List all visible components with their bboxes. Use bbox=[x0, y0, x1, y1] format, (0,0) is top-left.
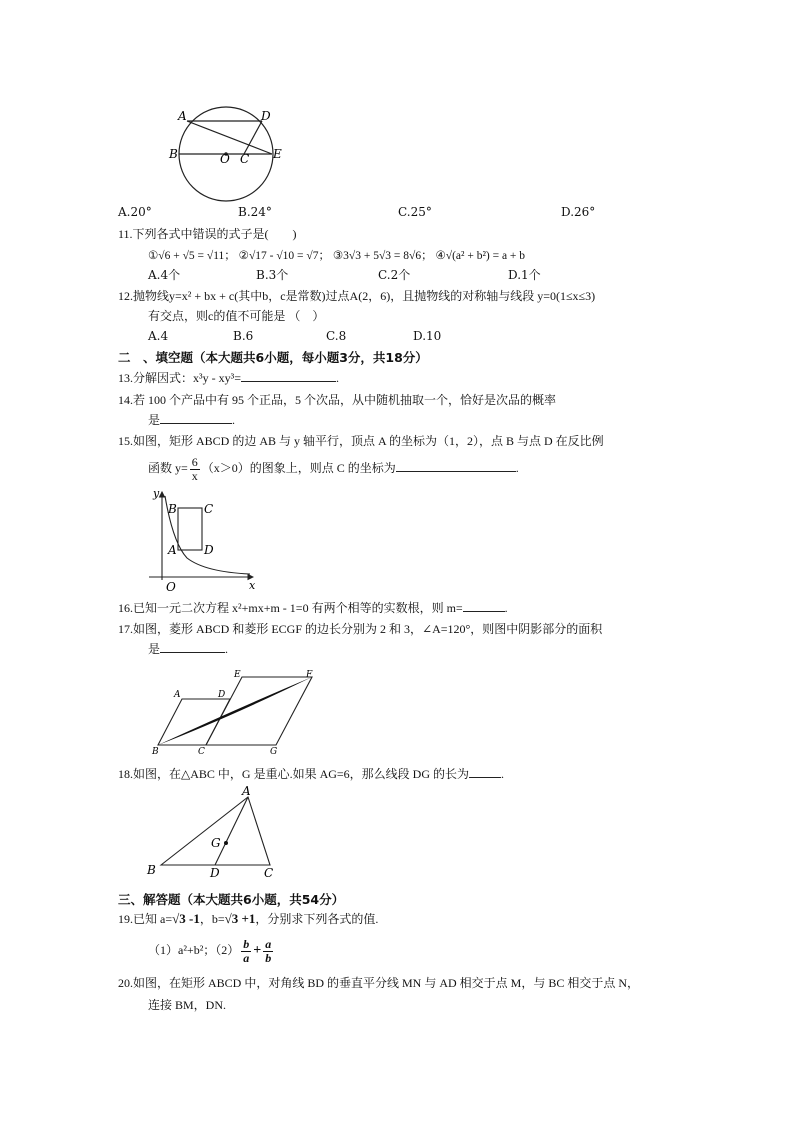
q18-answer-blank bbox=[469, 765, 501, 778]
q15-line2 bbox=[148, 454, 519, 483]
q11-option-b: B.3个 bbox=[256, 268, 289, 282]
q10-option-a: A.20° bbox=[118, 205, 152, 219]
q15-end: . bbox=[515, 461, 519, 475]
q15-answer-blank bbox=[396, 459, 516, 472]
q19-text-a: 19.已知 a= bbox=[118, 912, 173, 926]
q10-label-d: D bbox=[261, 109, 271, 123]
q15-label-y: y bbox=[153, 488, 160, 500]
q11-option-c: C.2个 bbox=[378, 268, 411, 282]
q15-label-x: x bbox=[249, 579, 256, 592]
q19-text-c: ，分别求下列各式的值. bbox=[255, 912, 379, 926]
q14-line1: 14.若 100 个产品中有 95 个正品，5 个次品，从中随机抽取一个，恰好是次品的概率 bbox=[118, 393, 557, 407]
q15-label-o: O bbox=[166, 580, 176, 594]
q10-option-b: B.24° bbox=[238, 205, 272, 219]
q19-f2-den: b bbox=[265, 950, 272, 965]
q18-label-g: G bbox=[211, 836, 221, 850]
q10-option-d: D.26° bbox=[561, 205, 596, 219]
q17-line2 bbox=[148, 640, 228, 657]
q17-label-e: E bbox=[234, 670, 241, 680]
q17-line2-text: 是 bbox=[148, 642, 161, 656]
q19-plus: + bbox=[253, 943, 262, 958]
q18 bbox=[118, 765, 504, 782]
q17-label-g: G bbox=[270, 747, 278, 756]
section-2-heading: 二 、填空题（本大题共6小题，每小题3分，共18分） bbox=[118, 350, 428, 365]
q17-answer-blank bbox=[160, 640, 225, 653]
q20-line1: 20.如图，在矩形 ABCD 中，对角线 BD 的垂直平分线 MN 与 AD 相交于点 M，与 BC 相交于点 N， bbox=[118, 976, 640, 990]
q14-line2 bbox=[148, 411, 235, 428]
q19-line2 bbox=[148, 935, 275, 966]
q14-line2-text: 是 bbox=[148, 413, 161, 427]
q12-option-c: C.8 bbox=[326, 329, 347, 343]
q10-circle-figure bbox=[165, 105, 290, 205]
q19-f1-den: a bbox=[243, 950, 250, 965]
q19-line1 bbox=[118, 910, 378, 927]
q17-end: . bbox=[225, 642, 229, 656]
q19-b-value: √3 +1 bbox=[224, 911, 256, 926]
section-3-heading: 三、解答题（本大题共6小题，共54分） bbox=[118, 892, 345, 907]
q19-part1: （1）a²+b²；（2） bbox=[148, 943, 240, 957]
q14-answer-blank bbox=[160, 411, 232, 424]
q15-label-a: A bbox=[168, 543, 177, 557]
q11-expr-2: ②√17 - √10 = √7； bbox=[238, 250, 330, 262]
q10-label-a: A bbox=[178, 109, 187, 123]
q19-f2-num: a bbox=[265, 936, 272, 951]
q15-func-prefix: 函数 y= bbox=[148, 461, 188, 475]
q11-option-a: A.4个 bbox=[148, 268, 181, 282]
q11-expr-1: ①√6 + √5 = √11； bbox=[148, 250, 236, 262]
q17-rhombus-figure bbox=[148, 668, 323, 756]
q13-answer-blank bbox=[241, 369, 336, 382]
q19-f1-num: b bbox=[243, 936, 250, 951]
q16-answer-blank bbox=[463, 599, 505, 612]
q17-label-c: C bbox=[198, 747, 205, 756]
q17-label-b: B bbox=[152, 747, 159, 756]
q15-fraction bbox=[190, 456, 200, 483]
q17-label-a: A bbox=[174, 690, 181, 700]
q18-label-a: A bbox=[242, 784, 251, 798]
q15-label-b: B bbox=[168, 502, 177, 516]
q16-text: 16.已知一元二次方程 x²+mx+m - 1=0 有两个相等的实数根，则 m= bbox=[118, 601, 463, 615]
q12-option-b: B.6 bbox=[233, 329, 254, 343]
q15-frac-den: x bbox=[191, 468, 198, 483]
q11-option-d: D.1个 bbox=[508, 268, 541, 282]
q14-end: . bbox=[232, 413, 236, 427]
q15-label-c: C bbox=[204, 502, 214, 516]
q11-expressions bbox=[148, 247, 525, 263]
q18-label-b: B bbox=[147, 863, 156, 877]
q19-fraction-1 bbox=[241, 938, 251, 965]
q13 bbox=[118, 369, 339, 386]
q17-label-d: D bbox=[218, 690, 226, 700]
q12-line2: 有交点，则c的值不可能是 （ ） bbox=[148, 309, 325, 323]
q17-line1: 17.如图，菱形 ABCD 和菱形 ECGF 的边长分别为 2 和 3，∠A=120°，则图中阴影部分的面积 bbox=[118, 622, 603, 636]
q18-triangle-figure bbox=[143, 784, 283, 879]
q11-expr-4: ④√(a² + b²) = a + b bbox=[435, 250, 526, 262]
q13-end: . bbox=[335, 371, 339, 385]
q19-a-value: √3 -1 bbox=[172, 911, 200, 926]
q10-option-c: C.25° bbox=[398, 205, 432, 219]
q15-graph-figure bbox=[145, 488, 260, 596]
q18-text: 18.如图，在△ABC 中，G 是重心.如果 AG=6，那么线段 DG 的长为 bbox=[118, 767, 470, 781]
q11-stem: 11.下列各式中错误的式子是( ) bbox=[118, 227, 297, 241]
q10-label-c: C bbox=[240, 152, 250, 166]
q20-line2: 连接 BM，DN. bbox=[148, 998, 227, 1012]
q18-label-c: C bbox=[264, 866, 274, 879]
q13-text: 13.分解因式：x³y - xy³= bbox=[118, 371, 241, 385]
q18-label-d: D bbox=[210, 866, 220, 879]
q19-text-b: ，b= bbox=[199, 912, 225, 926]
q19-fraction-2 bbox=[263, 938, 273, 965]
q16 bbox=[118, 599, 508, 616]
q16-end: . bbox=[504, 601, 508, 615]
q10-label-e: E bbox=[273, 147, 282, 161]
q12-option-d: D.10 bbox=[413, 329, 442, 343]
q10-label-o: O bbox=[220, 152, 230, 166]
q12-option-a: A.4 bbox=[148, 329, 169, 343]
q11-expr-3: ③3√3 + 5√3 = 8√6； bbox=[332, 250, 433, 262]
q12-line1: 12.抛物线y=x² + bx + c(其中b，c是常数)过点A(2，6)，且抛物线的对称轴与线段 y=0(1≤x≤3) bbox=[118, 289, 596, 303]
q10-label-b: B bbox=[169, 147, 178, 161]
q15-label-d: D bbox=[204, 543, 214, 557]
q15-line2-text: （x＞0）的图象上，则点 C 的坐标为 bbox=[201, 461, 396, 475]
q15-line1: 15.如图，矩形 ABCD 的边 AB 与 y 轴平行，顶点 A 的坐标为（1，2），点 B 与点 D 在反比例 bbox=[118, 434, 604, 448]
q17-label-f: F bbox=[306, 670, 313, 680]
q18-end: . bbox=[501, 767, 505, 781]
q15-frac-num: 6 bbox=[191, 454, 198, 469]
